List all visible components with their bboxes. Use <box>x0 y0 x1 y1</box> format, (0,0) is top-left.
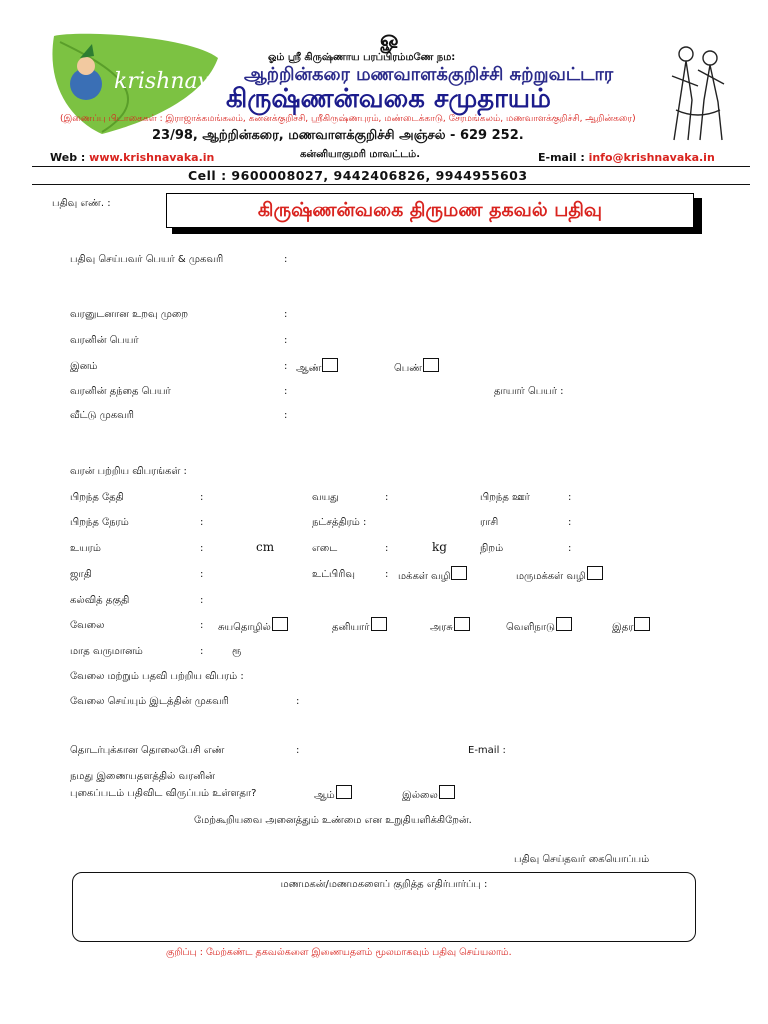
makkal-vazhi-label: மக்கள் வழி <box>398 571 451 582</box>
job-colon: : <box>200 620 204 631</box>
self-employed-checkbox[interactable] <box>272 617 288 631</box>
govt-checkbox[interactable] <box>454 617 470 631</box>
signature-label: பதிவு செய்தவர் கையொப்பம் <box>514 854 650 865</box>
education-colon: : <box>200 595 204 606</box>
mother-name-label: தாயார் பெயர் : <box>494 386 564 397</box>
photo-question-line1: நமது இணையதளத்தில் வரனின் <box>70 771 215 782</box>
star-label: நட்சத்திரம் : <box>312 517 367 528</box>
relation-colon: : <box>284 309 288 320</box>
govt-option <box>430 617 470 634</box>
phone-label: தொடர்புக்கான தொலைபேசி எண் <box>70 745 225 756</box>
web-link[interactable]: www.krishnavaka.in <box>89 151 215 164</box>
male-option <box>296 358 338 375</box>
father-name-colon: : <box>284 386 288 397</box>
abroad-option <box>506 617 572 634</box>
tob-label: பிறந்த நேரம் <box>70 517 129 528</box>
job-label: வேலை <box>70 620 105 631</box>
photo-no-option <box>402 785 455 802</box>
income-colon: : <box>200 646 204 657</box>
home-address-colon: : <box>284 410 288 421</box>
expectation-box[interactable] <box>72 872 696 942</box>
affiliates-line: (இணைப்பு பிடாகைகள் : இராஜாக்கமங்கலம், கன்னக்குறிச்சி, ஸ்ரீகிருஷ்ணபுரம், மண்டைக்காடு, சேரமங்கலம், மணவாளக்குறிச்சி, ஆறின்கரை) <box>60 114 636 124</box>
job-details-label: வேலை மற்றும் பதவி பற்றிய விபரம் : <box>70 671 244 682</box>
svg-text:krishnavaka: krishnavaka <box>114 69 250 94</box>
abroad-checkbox[interactable] <box>556 617 572 631</box>
groom-name-label: வரனின் பெயர் <box>70 335 139 346</box>
private-label: தனியார் <box>332 622 370 633</box>
female-label: பெண் <box>394 363 422 374</box>
photo-no-checkbox[interactable] <box>439 785 455 799</box>
private-option <box>332 617 387 634</box>
marumakkal-vazhi-option <box>516 566 603 583</box>
home-address-label: வீட்டு முகவரி <box>70 410 134 421</box>
others-label: இதர <box>612 622 634 633</box>
others-checkbox[interactable] <box>634 617 650 631</box>
contact-email-label: E-mail : <box>468 745 506 756</box>
web-row <box>50 151 214 164</box>
cell-numbers: Cell : 9600008027, 9442406826, 9944955603 <box>188 168 528 183</box>
complexion-colon: : <box>568 543 572 554</box>
invocation-text: ஓம் ஸ்ரீ கிருஷ்ணாய பரப்பிரம்மணே நம: <box>268 52 456 63</box>
height-unit: cm <box>256 540 275 554</box>
footer-note: குறிப்பு : மேற்கண்ட தகவல்களை இணையதளம் மூலமாகவும் பதிவு செய்யலாம். <box>166 947 512 958</box>
height-label: உயரம் <box>70 543 101 554</box>
subcaste-colon: : <box>385 569 389 580</box>
web-label: Web : <box>50 151 86 164</box>
caste-label: ஜாதி <box>70 569 92 580</box>
registration-number-label: பதிவு எண். : <box>52 198 111 209</box>
weight-unit: kg <box>432 540 447 554</box>
photo-yes-option <box>314 785 352 802</box>
header-divider-top <box>32 166 750 167</box>
om-symbol: ௐ <box>380 26 402 52</box>
makkal-vazhi-option <box>398 566 467 583</box>
tob-colon: : <box>200 517 204 528</box>
association-line: ஆற்றின்கரை மணவாளக்குறிச்சி சுற்றுவட்டார <box>244 64 614 85</box>
private-checkbox[interactable] <box>371 617 387 631</box>
weight-label: எடை <box>312 543 338 554</box>
registrant-colon: : <box>284 254 288 265</box>
email-link[interactable]: info@krishnavaka.in <box>588 151 715 164</box>
dob-label: பிறந்த தேதி <box>70 492 124 503</box>
groom-name-colon: : <box>284 335 288 346</box>
age-label: வயது <box>312 492 339 503</box>
relation-label: வரனுடனான உறவு முறை <box>70 309 189 320</box>
rasi-label: ராசி <box>480 517 499 528</box>
father-name-label: வரனின் தந்தை பெயர் <box>70 386 171 397</box>
work-address-label: வேலை செய்யும் இடத்தின் முகவரி <box>70 696 229 707</box>
govt-label: அரசு <box>430 622 453 633</box>
registrant-label: பதிவு செய்பவர் பெயர் & முகவரி <box>70 254 224 265</box>
makkal-vazhi-checkbox[interactable] <box>451 566 467 580</box>
birthplace-colon: : <box>568 492 572 503</box>
male-label: ஆண் <box>296 363 322 374</box>
dob-colon: : <box>200 492 204 503</box>
marumakkal-vazhi-label: மருமக்கள் வழி <box>516 571 586 582</box>
others-option <box>612 617 650 634</box>
form-banner <box>166 193 694 228</box>
marumakkal-vazhi-checkbox[interactable] <box>587 566 603 580</box>
female-checkbox[interactable] <box>423 358 439 372</box>
expectation-label: மணமகன்/மணமகளைப் குறித்த எதிர்பார்ப்பு : <box>280 879 488 890</box>
rasi-colon: : <box>568 517 572 528</box>
address-line: 23/98, ஆற்றின்கரை, மணவாளக்குறிச்சி அஞ்சல் - 629 252. <box>152 128 524 143</box>
female-option <box>394 358 439 375</box>
email-label: E-mail : <box>538 151 585 164</box>
gender-label: இனம் <box>70 361 98 372</box>
email-row <box>538 151 715 164</box>
age-colon: : <box>385 492 389 503</box>
district-line: கன்னியாகுமரி மாவட்டம். <box>300 149 421 160</box>
complexion-label: நிறம் <box>480 543 504 554</box>
income-label: மாத வருமானம் <box>70 646 143 657</box>
abroad-label: வெளிநாடு <box>506 622 555 633</box>
male-checkbox[interactable] <box>322 358 338 372</box>
subcaste-label: உட்பிரிவு <box>312 569 355 580</box>
community-title: கிருஷ்ணன்வகை சமுதாயம் <box>226 84 551 114</box>
work-address-colon: : <box>296 696 300 707</box>
header-divider-bottom <box>32 184 750 185</box>
gender-colon: : <box>284 361 288 372</box>
photo-yes-label: ஆம் <box>314 790 335 801</box>
education-label: கல்வித் தகுதி <box>70 595 130 606</box>
self-employed-label: சுயதொழில் <box>218 622 271 633</box>
declaration-text: மேற்கூறியவை அனைத்தும் உண்மை என உறுதியளிக்கிறேன். <box>194 815 472 826</box>
photo-yes-checkbox[interactable] <box>336 785 352 799</box>
birthplace-label: பிறந்த ஊர் <box>480 492 530 503</box>
rupee-symbol: ரூ <box>232 646 242 657</box>
weight-colon: : <box>385 543 389 554</box>
groom-details-heading: வரன் பற்றிய விபரங்கள் : <box>70 466 187 477</box>
krishna-radha-illustration <box>668 40 730 150</box>
self-employed-option <box>218 617 288 634</box>
photo-question-line2: புகைப்படம் பதிவிட விருப்பம் உள்ளதா? <box>70 788 257 799</box>
phone-colon: : <box>296 745 300 756</box>
height-colon: : <box>200 543 204 554</box>
photo-no-label: இல்லை <box>402 790 438 801</box>
form-title: கிருஷ்ணன்வகை திருமண தகவல் பதிவு <box>257 199 603 221</box>
caste-colon: : <box>200 569 204 580</box>
